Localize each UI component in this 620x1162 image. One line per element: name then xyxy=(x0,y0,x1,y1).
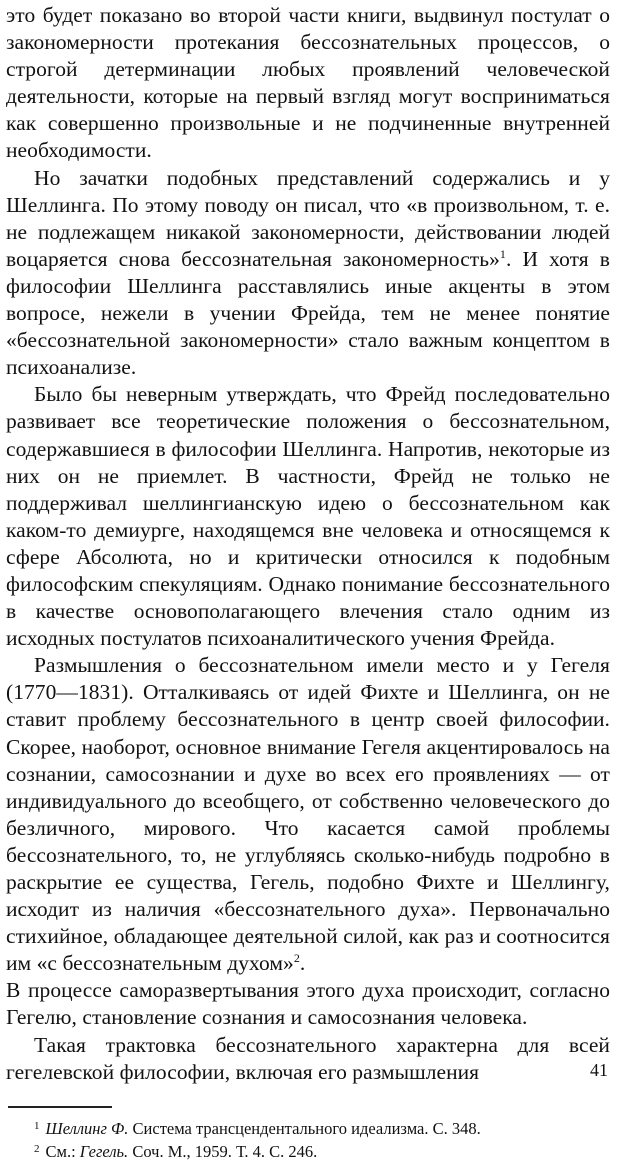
paragraph-text: Такая трактовка бессознательного характерна для всей гегелевской философии, включая его размышления xyxy=(6,1032,610,1084)
footnote-mark: 1 xyxy=(34,1119,40,1132)
page-number: 41 xyxy=(590,1060,608,1080)
paragraph-text: Но зачатки подобных представлений содержались и у Шеллинга. По этому поводу он писал, что «в произвольном, т. е. не подлежащем никакой закономерности, действовании людей воцаряется снова бессознательная закономерность» xyxy=(6,165,610,271)
footnote-prefix: См.: xyxy=(45,1141,80,1161)
paragraph-text: это будет показано во второй части книги, выдвинул постулат о закономерности протекания бессознательных процессов, о строгой детерминации любых проявлений человеческой деятельности, которые на первый взгляд могут восприниматься как совершенно произвольные и не подчиненные внутренней необходимости. xyxy=(6,3,610,163)
footnote-text: Соч. М., 1959. Т. 4. С. 246. xyxy=(128,1141,318,1161)
main-text xyxy=(6,2,610,1086)
footnote-2 xyxy=(6,1139,610,1162)
paragraph-2 xyxy=(6,165,610,382)
footnote-author: Гегель. xyxy=(79,1141,129,1161)
paragraph-text-cont: . xyxy=(299,951,306,976)
paragraph-text: В процессе саморазвертывания этого духа происходит, согласно Гегелю, становление сознания и самосознания человека. xyxy=(6,978,610,1030)
paragraph-text: Размышления о бессознательном имели место и у Гегеля (1770—1831). Отталкиваясь от идей Фихте и Шеллинга, он не ставит проблему бессознательного в центр своей философии. Скорее, наоборот, основное внимание Гегеля акцентировалось на сознании, самосознании и духе во всех его проявлениях — от индивидуального до всеобщего, от собственно человеческого до безличного, мирового. Что касается самой проблемы бессознательного, то, не углубляясь сколько-нибудь подробно в раскрытие ее существа, Гегель, подобно Фихте и Шеллингу, исходит из наличия «бессознательного духа». Первоначально стихийное, обладающее деятельной силой, как раз и соотносится им «с бессознательным духом» xyxy=(6,653,610,976)
footnote-ref-2[interactable]: 2 xyxy=(293,951,300,966)
paragraph-text: Было бы неверным утверждать, что Фрейд последовательно развивает все теоретические положения о бессознательном, содержавшиеся в философии Шеллинга. Напротив, некоторые из них он не приемлет. В частности, Фрейд не только не поддерживал шеллингианскую идею о бессознательном как каком-то демиурге, находящемся вне человека и относящемся к сфере Абсолюта, но и критически относился к подобным философским спекуляциям. Однако понимание бессознательного в качестве основополагающего влечения стало одним из исходных постулатов психоаналитического учения Фрейда. xyxy=(6,382,610,651)
paragraph-5 xyxy=(6,977,610,1031)
paragraph-text-cont: . И хотя в философии Шеллинга расставлялись иные акценты в этом вопросе, нежели в учении Фрейда, тем не менее понятие «бессознательной закономерности» стало важным концептом в психоанализе. xyxy=(6,246,610,380)
paragraph-4 xyxy=(6,652,610,977)
footnotes xyxy=(6,1116,610,1162)
footnote-mark: 2 xyxy=(34,1142,40,1155)
footnote-text: Система трансцендентального идеализма. С. 348. xyxy=(128,1118,481,1138)
paragraph-6 xyxy=(6,1032,610,1086)
footnote-author: Шеллинг Ф. xyxy=(45,1118,129,1138)
paragraph-3 xyxy=(6,381,610,652)
footnote-ref-1[interactable]: 1 xyxy=(499,246,506,261)
paragraph-1 xyxy=(6,2,610,165)
footnote-1 xyxy=(6,1116,610,1139)
footnote-divider xyxy=(8,1106,112,1108)
